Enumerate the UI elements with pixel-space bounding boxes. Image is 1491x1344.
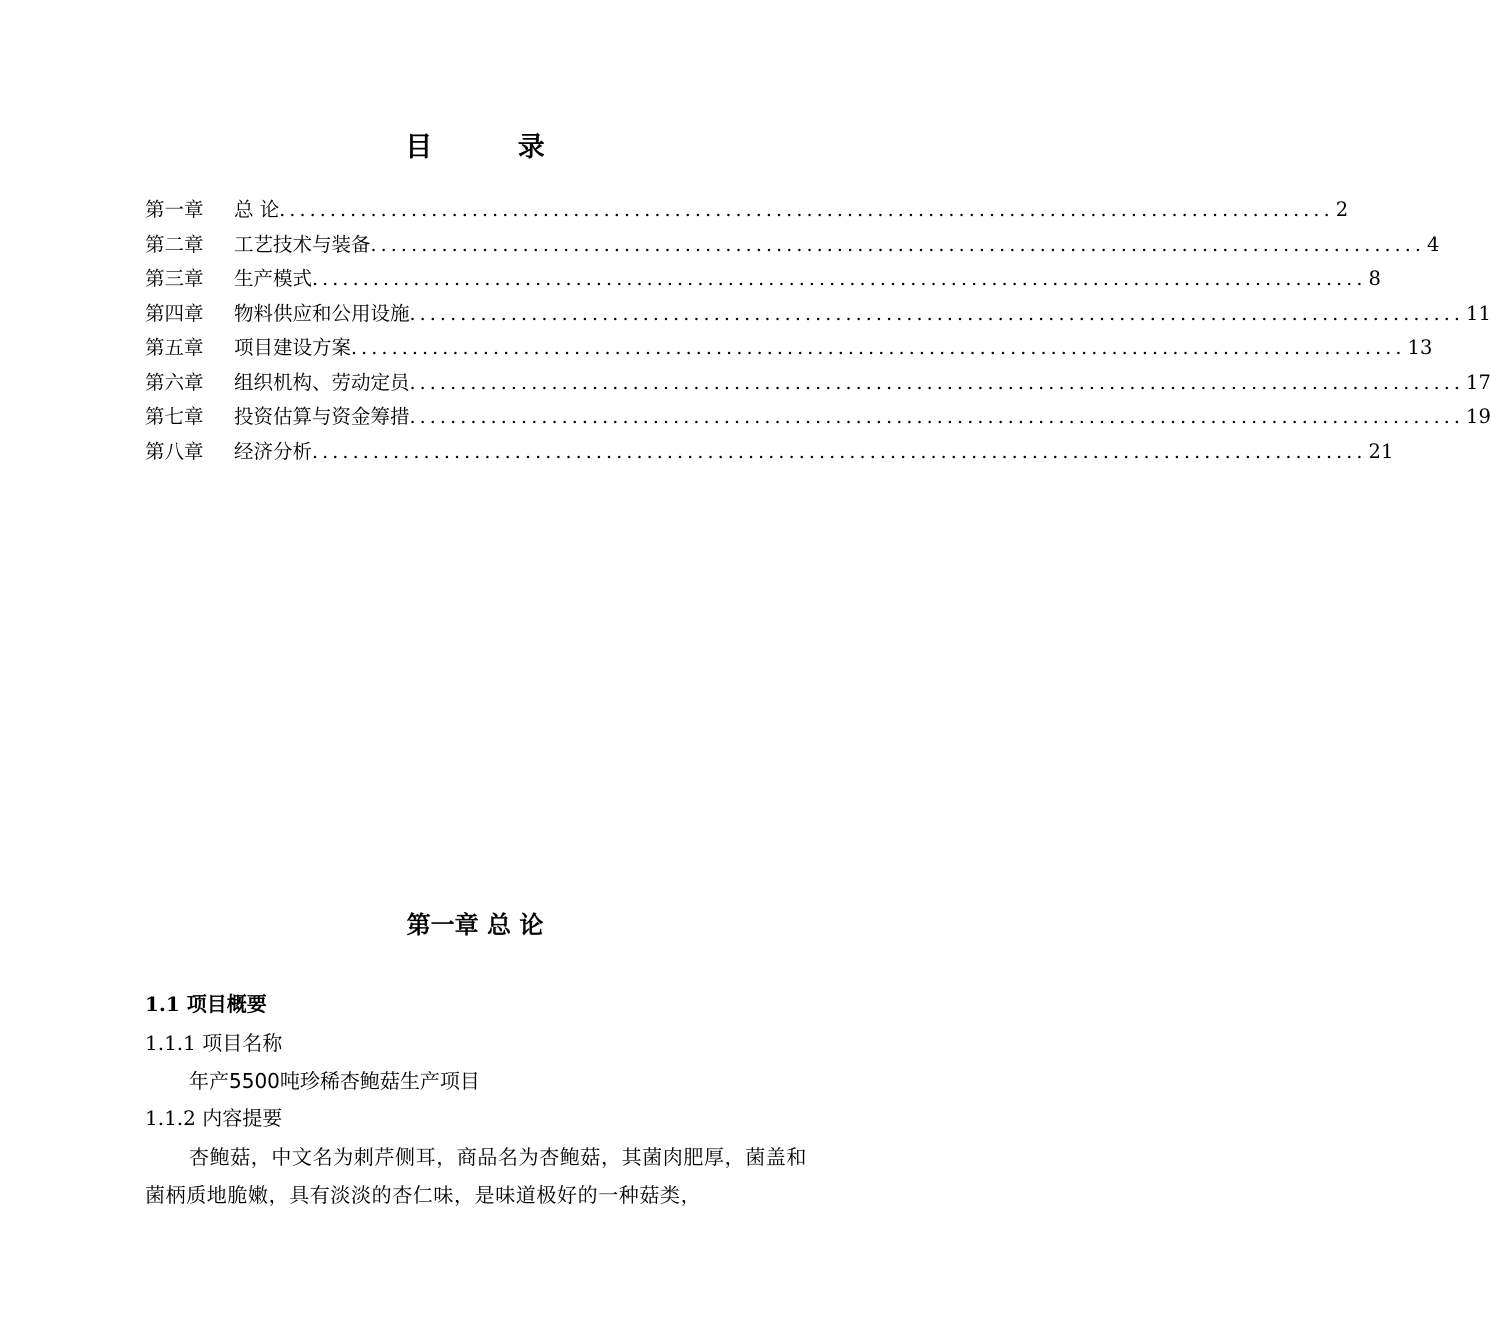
toc-chapter-name: 经济分析 bbox=[234, 439, 313, 463]
toc-item[interactable] bbox=[145, 400, 1491, 435]
chapter-title: 第一章 总 论 bbox=[406, 911, 544, 939]
toc-item[interactable] bbox=[145, 193, 1349, 228]
toc-page-number: 21 bbox=[1368, 439, 1394, 463]
toc-chapter-number: 第五章 bbox=[145, 336, 204, 359]
toc-item[interactable] bbox=[145, 435, 1394, 470]
toc-item[interactable] bbox=[145, 228, 1440, 263]
toc-item[interactable] bbox=[145, 331, 1433, 366]
toc-page-number: 2 bbox=[1335, 198, 1349, 221]
toc-chapter-name: 总 论 bbox=[234, 198, 280, 221]
toc-dot-leader: ........................................................................................................ bbox=[351, 337, 1406, 359]
toc-chapter-name: 投资估算与资金筹措 bbox=[234, 405, 410, 428]
toc-title: 目 录 bbox=[405, 132, 583, 163]
toc-dot-leader: ........................................................................................................ bbox=[409, 371, 1465, 394]
toc-chapter-number: 第一章 bbox=[145, 198, 204, 221]
toc-chapter-number: 第二章 bbox=[145, 232, 204, 256]
toc-chapter-number: 第七章 bbox=[145, 405, 204, 428]
toc-page-number: 17 bbox=[1466, 370, 1491, 394]
table-of-contents bbox=[145, 193, 1491, 469]
section-heading: 1.1 项目概要 bbox=[145, 992, 267, 1016]
toc-dot-leader: ........................................................................................................ bbox=[370, 233, 1426, 256]
project-name-text: 年产5500吨珍稀杏鲍菇生产项目 bbox=[189, 1069, 480, 1093]
toc-dot-leader: ........................................................................................................ bbox=[279, 199, 1334, 221]
toc-dot-leader: ........................................................................................................ bbox=[312, 440, 1367, 463]
toc-chapter-name: 生产模式 bbox=[234, 267, 313, 290]
toc-dot-leader: ........................................................................................................ bbox=[409, 302, 1465, 325]
toc-dot-leader: ........................................................................................................ bbox=[409, 406, 1465, 428]
toc-item[interactable] bbox=[145, 262, 1381, 297]
toc-chapter-name: 项目建设方案 bbox=[234, 336, 352, 359]
toc-item[interactable] bbox=[145, 366, 1491, 401]
toc-dot-leader: ........................................................................................................ bbox=[312, 268, 1367, 290]
subsection-heading-project-name: 1.1.1 项目名称 bbox=[145, 1031, 283, 1055]
toc-item[interactable] bbox=[145, 297, 1491, 332]
toc-chapter-name: 工艺技术与装备 bbox=[234, 232, 371, 256]
subsection-heading-summary: 1.1.2 内容提要 bbox=[145, 1106, 283, 1130]
toc-chapter-name: 物料供应和公用设施 bbox=[234, 301, 410, 325]
toc-page-number: 8 bbox=[1368, 267, 1381, 290]
toc-chapter-number: 第四章 bbox=[145, 301, 204, 325]
toc-page-number: 4 bbox=[1427, 232, 1440, 256]
toc-page-number: 13 bbox=[1407, 336, 1433, 359]
toc-chapter-name: 组织机构、劳动定员 bbox=[234, 370, 410, 394]
summary-paragraph: 杏鲍菇，中文名为刺芹侧耳，商品名为杏鲍菇，其菌肉肥厚，菌盖和菌柄质地脆嫩，具有淡淡的杏仁味，是味道极好的一种菇类， bbox=[145, 1145, 807, 1207]
toc-chapter-number: 第六章 bbox=[145, 370, 204, 394]
toc-page-number: 19 bbox=[1466, 405, 1491, 428]
toc-chapter-number: 第八章 bbox=[145, 439, 204, 463]
toc-page-number: 11 bbox=[1466, 301, 1491, 325]
toc-chapter-number: 第三章 bbox=[145, 267, 204, 290]
